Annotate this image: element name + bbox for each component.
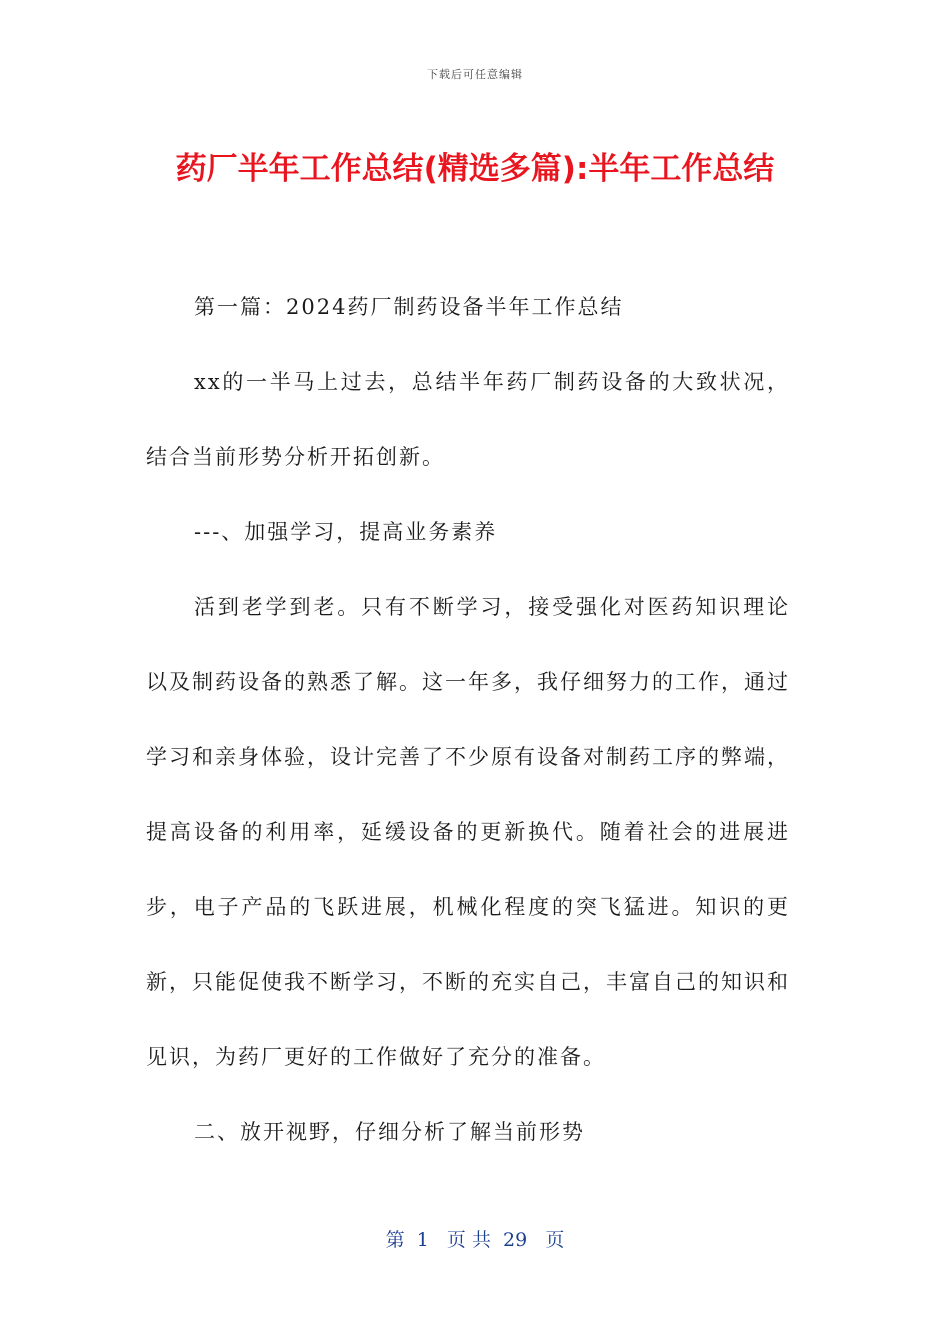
section-heading-1: 第一篇：2024药厂制药设备半年工作总结 xyxy=(194,295,624,319)
paragraph-intro: xx的一半马上过去，总结半年药厂制药设备的大致状况，结合当前形势分析开拓创新。 xyxy=(146,370,790,469)
paragraph-learning: 活到老学到老。只有不断学习，接受强化对医药知识理论以及制药设备的熟悉了解。这一年多，我仔细努力的工作，通过学习和亲身体验，设计完善了不少原有设备对制药工序的弊端，提高设备的利用率，延缓设备的更新换代。随着社会的进展进步，电子产品的飞跃进展，机械化程度的突飞猛进。知识的更新，只能促使我不断学习，不断的充实自己，丰富自己的知识和见识，为药厂更好的工作做好了充分的准备。 xyxy=(146,595,790,1069)
page-number: 第 1 页 共 29 页 xyxy=(385,1229,565,1251)
subsection-heading-1: ---、加强学习，提高业务素养 xyxy=(194,520,498,544)
subsection-heading-2: 二、放开视野，仔细分析了解当前形势 xyxy=(194,1120,585,1144)
document-title: 药厂半年工作总结(精选多篇):半年工作总结 xyxy=(175,151,775,187)
document-body xyxy=(146,270,790,1170)
page-header-note: 下载后可任意编辑 xyxy=(427,68,523,81)
